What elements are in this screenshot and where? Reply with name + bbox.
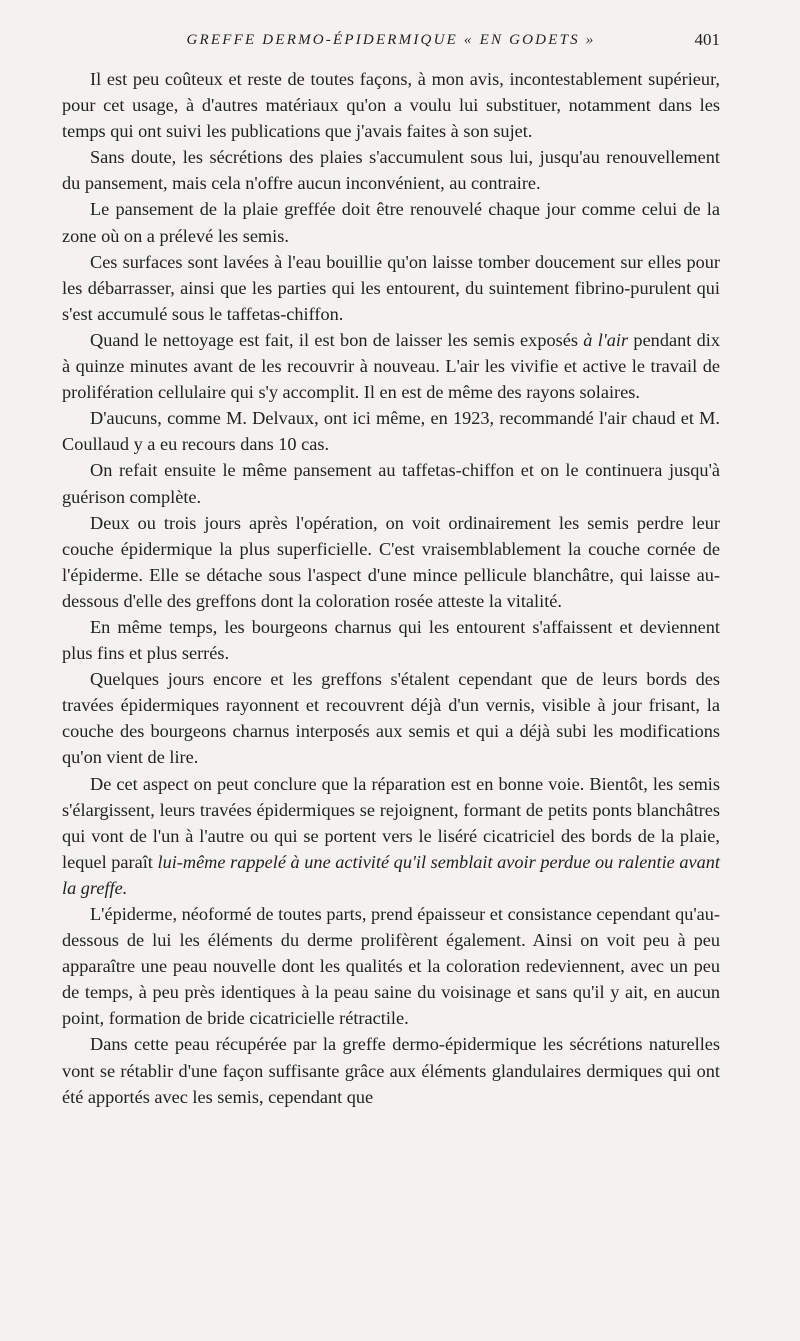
- paragraph: D'aucuns, comme M. Delvaux, ont ici même, en 1923, recommandé l'air chaud et M. Coullaud y a eu recours dans 10 cas.: [62, 408, 720, 455]
- paragraph: Il est peu coûteux et reste de toutes façons, à mon avis, incontestablement supérieur, pour cet usage, à d'autres matériaux qu'on a voulu lui substituer, notamment dans les temps qui ont suivi les publications que j'avais faites à son sujet.: [62, 69, 720, 142]
- paragraph: Sans doute, les sécrétions des plaies s'accumulent sous lui, jusqu'au renouvellement du pansement, mais cela n'offre aucun inconvénient, au contraire.: [62, 147, 720, 194]
- page-number: 401: [694, 30, 720, 49]
- paragraph: Quelques jours encore et les greffons s'étalent cependant que de leurs bords des travées épidermiques rayonnent et recouvrent déjà d'un vernis, visible à jour frisant, la couche des bourgeons charnus interposés aux semis et qui a déjà subi les modifications qu'on vient de lire.: [62, 669, 720, 768]
- running-title: GREFFE DERMO-ÉPIDERMIQUE « EN GODETS »: [186, 32, 596, 48]
- paragraph-text: Quand le nettoyage est fait, il est bon de laisser les semis exposés: [90, 329, 584, 350]
- paragraph-text: pendant dix à quinze minutes avant de les recouvrir à nouveau. L'air les vivifie et active le travail de prolifération cellulaire qui s'y accomplit. Il en est de même des rayons solaires.: [62, 329, 720, 403]
- italic-text: lui-même rappelé à une activité qu'il semblait avoir perdue ou ralentie avant la greffe.: [62, 851, 720, 898]
- body-text: [62, 66, 720, 1110]
- page-header: [62, 30, 720, 54]
- paragraph: On refait ensuite le même pansement au taffetas-chiffon et on le continuera jusqu'à guérison complète.: [62, 460, 720, 507]
- paragraph: Ces surfaces sont lavées à l'eau bouillie qu'on laisse tomber doucement sur elles pour les débarrasser, ainsi que les parties qui les entourent, du suintement fibrino-purulent qui s'est accumulé sous le taffetas-chiffon.: [62, 251, 720, 324]
- paragraph: [62, 771, 720, 901]
- paragraph: Deux ou trois jours après l'opération, on voit ordinairement les semis perdre leur couche épidermique la plus superficielle. C'est vraisemblablement la couche cornée de l'épiderme. Elle se détache sous l'aspect d'une mince pellicule blanchâtre, qui laisse au-dessous d'elle des greffons dont la coloration rosée atteste la vitalité.: [62, 512, 720, 611]
- paragraph-text: De cet aspect on peut conclure que la réparation est en bonne voie. Bientôt, les semis s'élargissent, leurs travées épidermiques se rejoignent, formant de petits ponts blanchâtres qui vont de l'un à l'autre ou qui se portent vers le liséré cicatriciel des bords de la plaie, lequel paraît: [62, 773, 720, 872]
- italic-text: à l'air: [583, 329, 629, 350]
- paragraph: Le pansement de la plaie greffée doit être renouvelé chaque jour comme celui de la zone où on a prélevé les semis.: [62, 199, 720, 246]
- paragraph: En même temps, les bourgeons charnus qui les entourent s'affaissent et deviennent plus fins et plus serrés.: [62, 616, 720, 664]
- paragraph: L'épiderme, néoformé de toutes parts, prend épaisseur et consistance cependant qu'au-dessous de lui les éléments du derme prolifèrent également. Ainsi on voit peu à peu apparaître une peau nouvelle dont les qualités et la coloration redeviennent, avec un peu de temps, à peu près identiques à la peau saine du voisinage et sans qu'il y ait, en aucun point, formation de bride cicatricielle rétractile.: [62, 904, 720, 1029]
- paragraph: [62, 327, 720, 405]
- paragraph: Dans cette peau récupérée par la greffe dermo-épidermique les sécrétions naturelles vont se rétablir d'une façon suffisante grâce aux éléments glandulaires dermiques qui ont été apportés avec les semis, cependant que: [62, 1034, 720, 1107]
